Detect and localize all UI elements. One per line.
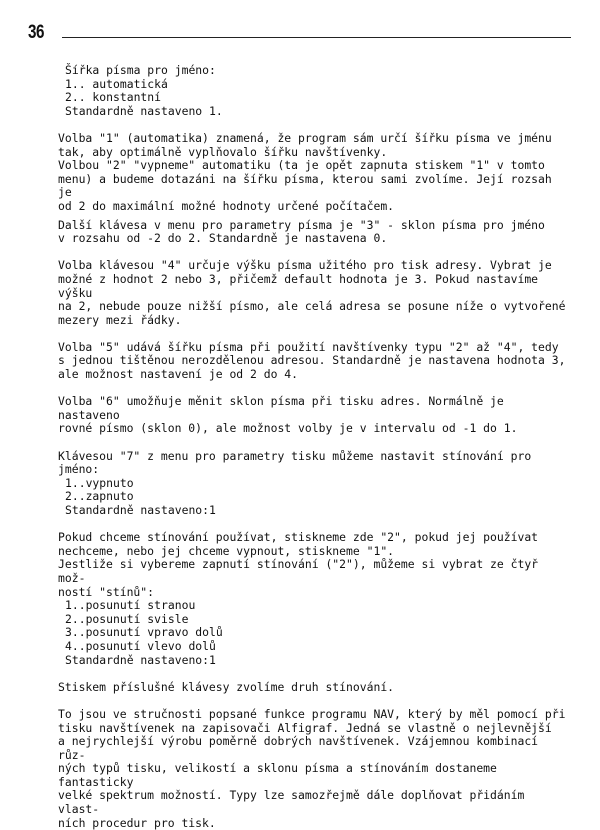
text-line: Klávesou "7" z menu pro parametry tisku můžeme nastavit stínování pro xyxy=(58,448,532,463)
text-line: tisku navštívenek na zapisovači Alfigraf. Jedná se vlastně o nejlevnější xyxy=(58,720,552,735)
text-line: 1..posunutí stranou xyxy=(65,598,196,613)
paragraph xyxy=(58,708,570,830)
list-block xyxy=(58,599,570,667)
paragraph xyxy=(58,132,570,214)
text-line: 2..posunutí svisle xyxy=(65,611,189,626)
paragraph xyxy=(58,341,570,382)
text-line: s jednou tištěnou nerozdělenou adresou. Standardně je nastavena hodnota 3, xyxy=(58,353,566,368)
text-line: Pokud chceme stínování používat, stiskneme zde "2", pokud jej používat xyxy=(58,530,539,545)
paragraph xyxy=(58,450,570,477)
text-line: od 2 do maximální možné hodnoty určené počítačem. xyxy=(58,198,395,213)
text-line: Další klávesa v menu pro parametry písma je "3" - sklon písma pro jméno xyxy=(58,217,545,232)
paragraph xyxy=(58,531,570,599)
text-line: 2..zapnuto xyxy=(65,489,134,504)
text-line: velké spektrum možností. Typy lze samozřejmě dále doplňovat přidáním vlast- xyxy=(58,788,532,817)
text-line: ných typů tisku, velikostí a sklonu písma a stínováním dostaneme fantasticky xyxy=(58,761,504,789)
paragraph-gap xyxy=(58,694,570,708)
page-number: 36 xyxy=(28,22,45,43)
text-line: Jestliže si vybereme zapnutí stínování ("2"), můžeme si vybrat ze čtyř mož- xyxy=(58,557,545,585)
text-line: ností "stínů": xyxy=(58,584,155,599)
text-line: Standardně nastaveno:1 xyxy=(65,652,216,667)
text-line: Standardně nastaveno 1. xyxy=(65,103,223,118)
text-line: 4..posunutí vlevo dolů xyxy=(65,638,216,653)
paragraph-gap xyxy=(58,667,570,681)
text-line: mezery mezi řádky. xyxy=(58,312,182,327)
text-line: tak, aby optimálně vyplňovalo šířku navštívenky. xyxy=(58,144,388,159)
text-line: To jsou ve stručnosti popsané funkce programu NAV, který by měl pomocí při xyxy=(58,706,566,721)
paragraph-gap xyxy=(58,246,570,260)
text-line: ních procedur pro tisk. xyxy=(58,815,216,830)
text-line: Volba "5" udává šířku písma při použití navštívenky typu "2" až "4", tedy xyxy=(58,339,559,354)
text-line: 3..posunutí vpravo dolů xyxy=(65,625,223,640)
text-line: v rozsahu od -2 do 2. Standardně je nastavena 0. xyxy=(58,231,388,246)
text-line: 2.. konstantní xyxy=(65,90,162,105)
paragraph xyxy=(58,681,570,695)
list-block xyxy=(58,64,570,118)
text-line: Standardně nastaveno:1 xyxy=(65,503,216,517)
text-line: 1.. automatická xyxy=(65,76,168,91)
text-line: nechceme, nebo jej chceme vypnout, stiskneme "1". xyxy=(58,543,395,558)
text-line: Volba "1" (automatika) znamená, že program sám určí šířku písma ve jménu xyxy=(58,130,552,145)
text-line: možné z hodnot 2 nebo 3, přičemž default hodnota je 3. Pokud nastavíme výšku xyxy=(58,271,545,300)
text-line: Volbou "2" "vypneme" automatiku (ta je opět zapnuta stiskem "1" v tomto xyxy=(58,158,545,173)
text-line: 1..vypnuto xyxy=(65,475,134,490)
text-line: ale možnost nastavení je od 2 do 4. xyxy=(58,367,299,382)
text-line: rovné písmo (sklon 0), ale možnost volby je v intervalu od -1 do 1. xyxy=(58,421,518,436)
paragraph-gap xyxy=(58,118,570,132)
text-line: Volba "6" umožňuje měnit sklon písma při tisku adres. Normálně je nastaveno xyxy=(58,394,511,422)
text-line: Volba klávesou "4" určuje výšku písma užitého pro tisk adresy. Vybrat je xyxy=(58,258,552,273)
text-line: menu) a budeme dotazáni na šířku písma, kterou sami zvolíme. Její rozsah je xyxy=(58,171,559,200)
paragraph xyxy=(58,259,570,327)
text-line: Stiskem příslušné klávesy zvolíme druh stínování. xyxy=(58,679,395,694)
paragraph xyxy=(58,395,570,436)
paragraph-gap xyxy=(58,518,570,532)
paragraph-gap xyxy=(58,436,570,450)
paragraph-gap xyxy=(58,382,570,396)
page-body xyxy=(58,64,570,830)
text-line: jméno: xyxy=(58,462,100,477)
paragraph-gap xyxy=(58,327,570,341)
list-block xyxy=(58,477,570,518)
text-line: na 2, nebude pouze nižší písmo, ale celá adresa se posune níže o vytvořené xyxy=(58,299,566,314)
header-rule xyxy=(62,37,571,38)
text-line: Šířka písma pro jméno: xyxy=(65,63,216,77)
paragraph xyxy=(58,219,570,246)
text-line: a nejrychlejší výrobu poměrně dobrých navštívenek. Vzájemnou kombinací růz- xyxy=(58,734,545,762)
